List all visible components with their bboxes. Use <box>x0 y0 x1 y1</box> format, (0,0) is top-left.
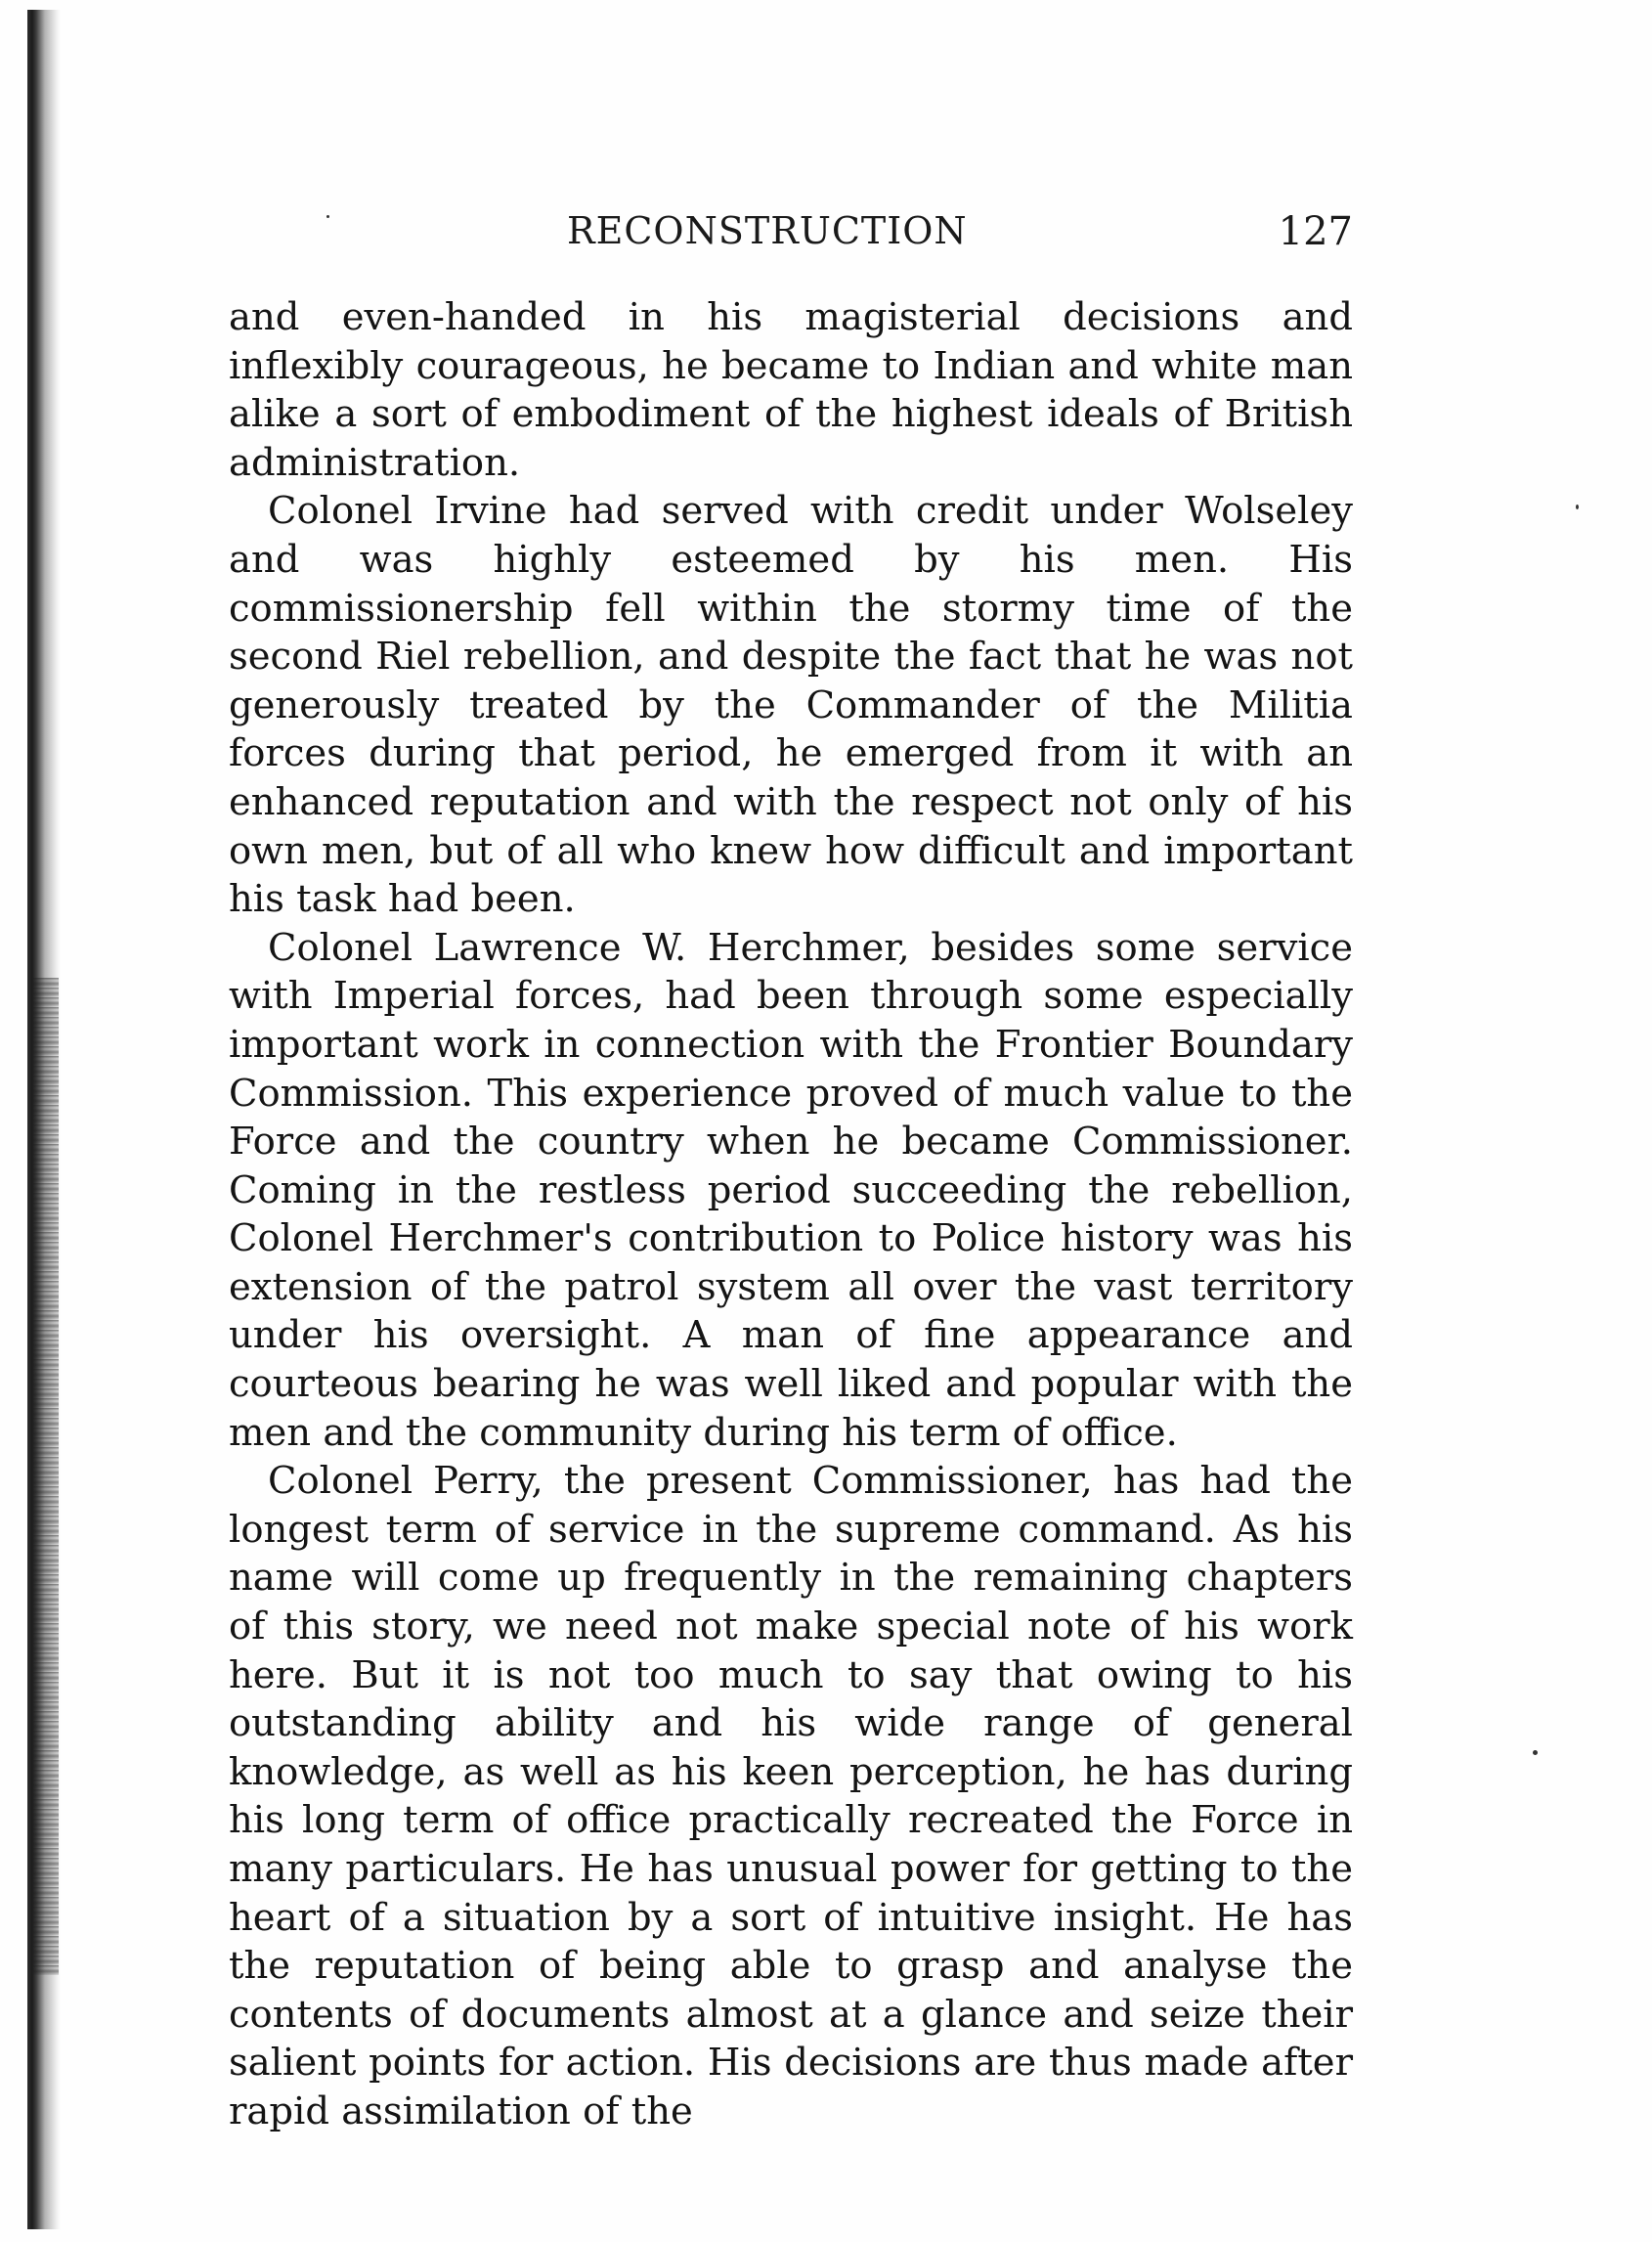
scan-speck <box>326 215 329 218</box>
paragraph-irvine: Colonel Irvine had served with credit under Wolseley and was highly esteemed by his men. His commissionership fell within the stormy time of the second Riel rebellion, and despite the fact that he was not generously treated by the Commander of the Militia forces during that period, he emerged from it with an enhanced reputation and with the respect not only of his own men, but of all who knew how difficult and important his task had been. <box>229 489 1353 922</box>
running-title: RECONSTRUCTION <box>567 209 968 252</box>
binding-edge-texture <box>33 978 59 1975</box>
paragraph-perry: Colonel Perry, the present Commissioner, has had the longest term of service in the supreme command. As his name will come up frequently in the remaining chapters of this story, we need not make special note of his work here. But it is not too much to say that owing to his outstanding ability and his wide range of general knowledge, as well as his keen perception, he has during his long term of office practically recreated the Force in many particulars. He has unusual power for getting to the heart of a situation by a sort of intuitive insight. He has the reputation of being able to grasp and analyse the contents of documents almost at a glance and seize their salient points for action. His decisions are thus made after rapid assimilation of the <box>229 1459 1353 2133</box>
scan-speck <box>1533 1750 1538 1755</box>
body-text <box>229 293 1353 2136</box>
paragraph-continued: and even-handed in his magisterial decisions and inflexibly courageous, he became to Indian and white man alike a sort of embodiment of the highest ideals of British administration. <box>229 295 1353 485</box>
running-header <box>229 209 1353 268</box>
page-number: 127 <box>1278 209 1353 254</box>
scan-speck <box>1576 505 1579 509</box>
paragraph-herchmer: Colonel Lawrence W. Herchmer, besides some service with Imperial forces, had been through some especially important work in connection with the Frontier Boundary Commission. This experience proved of much value to the Force and the country when he became Commissioner. Coming in the restless period succeeding the rebellion, Colonel Herchmer's contribution to Police history was his extension of the patrol system all over the vast territory under his oversight. A man of fine appearance and courteous bearing he was well liked and popular with the men and the community during his term of office. <box>229 925 1353 1455</box>
